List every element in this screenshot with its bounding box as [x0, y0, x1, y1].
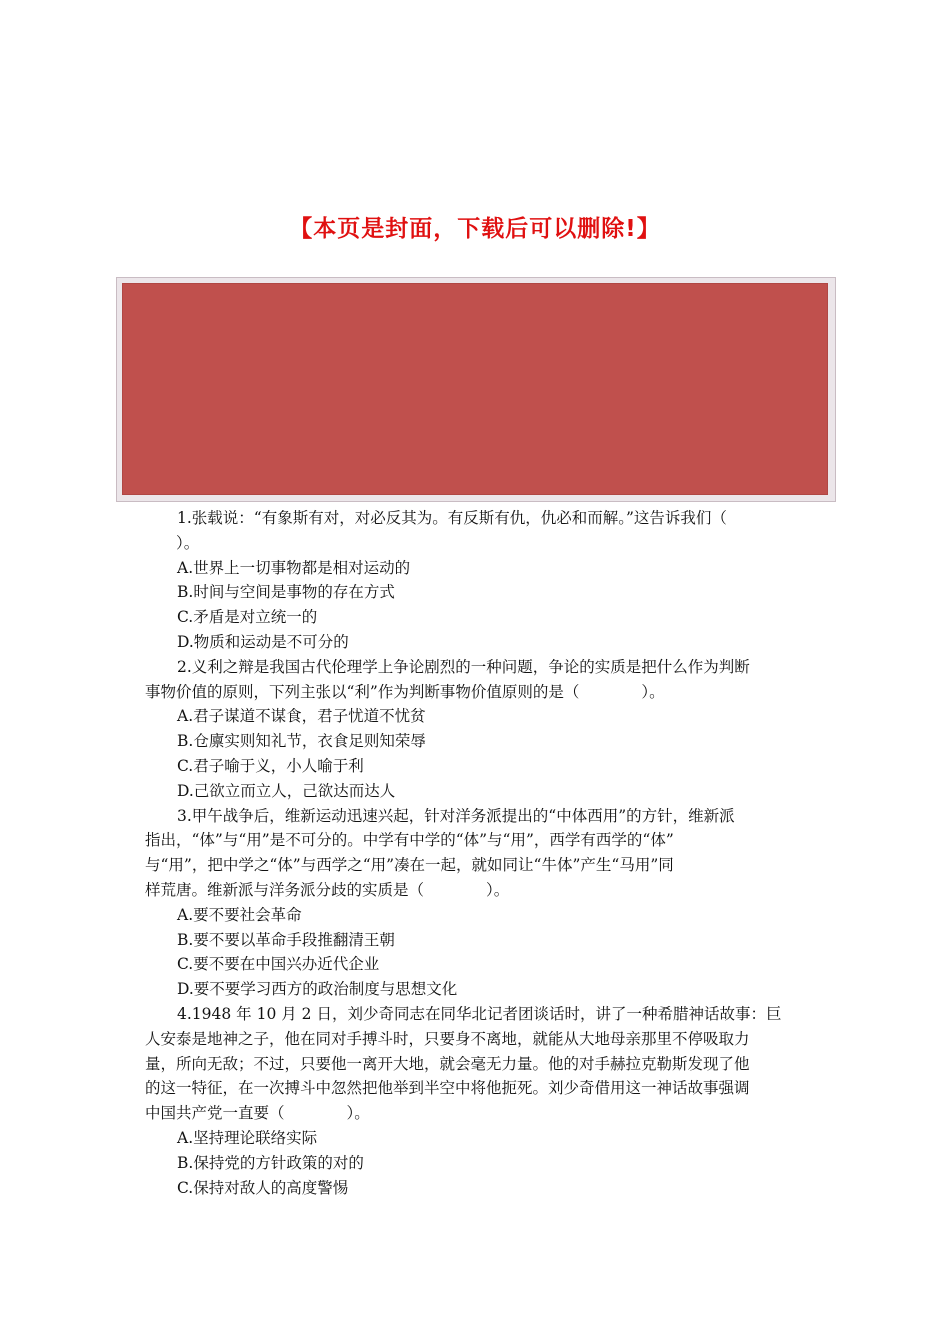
q1-line-1: 1.张载说：“有象斯有对，对必反其为。有反斯有仇，仇必和而解。”这告诉我们（: [177, 509, 727, 527]
q4-option-c: C.保持对敌人的高度警惕: [177, 1178, 349, 1197]
q3-line-4: 样荒唐。维新派与洋务派分歧的实质是（ ）。: [145, 880, 510, 899]
q4-line-1: 4.1948 年 10 月 2 日，刘少奇同志在同华北记者团谈话时，讲了一种希腊神话故事：巨: [177, 1004, 782, 1023]
q4-option-b: B.保持党的方针政策的对的: [177, 1153, 364, 1172]
q2-option-d: D.己欲立而立人，己欲达而达人: [177, 781, 396, 800]
q4-line-4: 的这一特征，在一次搏斗中忽然把他举到半空中将他扼死。刘少奇借用这一神话故事强调: [145, 1079, 750, 1098]
q3-line-2: 指出，“体”与“用”是不可分的。中学有中学的“体”与“用”，西学有西学的“体”: [145, 831, 674, 850]
q3-line-3: 与“用”，把中学之“体”与西学之“用”凑在一起，就如同让“牛体”产生“马用”同: [145, 856, 674, 875]
q2-option-c: C.君子喻于义，小人喻于利: [177, 756, 364, 775]
q2-option-a: A.君子谋道不谋食，君子忧道不忧贫: [177, 707, 426, 726]
q1-option-b: B.时间与空间是事物的存在方式: [177, 583, 395, 602]
cover-notice: 【本页是封面，下载后可以删除!】: [289, 216, 661, 242]
question-text: [145, 506, 805, 1200]
q3-option-a: A.要不要社会革命: [177, 905, 302, 924]
q3-option-b: B.要不要以革命手段推翻清王朝: [177, 930, 395, 949]
cover-banner: [122, 283, 828, 495]
q1-option-c: C.矛盾是对立统一的: [177, 608, 318, 627]
q4-line-5: 中国共产党一直要（ ）。: [145, 1104, 370, 1123]
q2-line-2: 事物价值的原则，下列主张以“利”作为判断事物价值原则的是（ ）。: [145, 682, 665, 701]
q4-line-2: 人安泰是地神之子，他在同对手搏斗时，只要身不离地，就能从大地母亲那里不停吸取力: [145, 1029, 750, 1048]
q4-option-a: A.坚持理论联络实际: [177, 1128, 318, 1147]
q1-line-2: ）。: [145, 533, 200, 552]
q3-option-d: D.要不要学习西方的政治制度与思想文化: [177, 980, 458, 999]
q2-option-b: B.仓廪实则知礼节，衣食足则知荣辱: [177, 732, 426, 751]
q1-option-d: D.物质和运动是不可分的: [177, 632, 349, 651]
q1-option-a: A.世界上一切事物都是相对运动的: [177, 558, 411, 577]
q3-option-c: C.要不要在中国兴办近代企业: [177, 955, 380, 974]
q2-line-1: 2.义利之辩是我国古代伦理学上争论剧烈的一种问题，争论的实质是把什么作为判断: [177, 657, 750, 676]
q4-line-3: 量，所向无敌；不过，只要他一离开大地，就会毫无力量。他的对手赫拉克勒斯发现了他: [145, 1054, 750, 1073]
q3-line-1: 3.甲午战争后，维新运动迅速兴起，针对洋务派提出的“中体西用”的方针，维新派: [177, 806, 735, 825]
